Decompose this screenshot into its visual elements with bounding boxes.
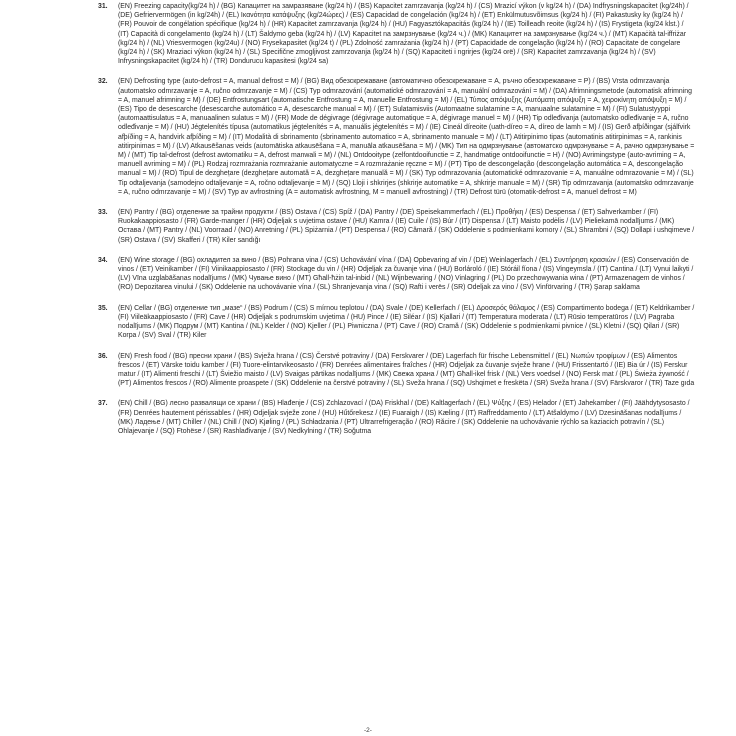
entry-35	[98, 304, 696, 341]
entry-text: (EN) Fresh food / (BG) пресни храни / (BS) Svježa hrana / (CS) Čerstvé potraviny / (DA) Ferskvarer / (DE) Lagerfach für frische Lebensmittel / (EL) Νωπών τροφίμων / (ES) Alimentos frescos / (ET) Värske toidu kamber / (FI) Tuore-elintarvikeosasto / (FR) Denrées alimentaires fraîches / (HR) Odjeljak za čuvanje svježe hrane / (HU) Frissentartó / (IE) Bia úr / (IS) Ferskur matur / (IT) Alimenti freschi / (LT) Šviežio maisto / (LV) Svaigas pārtikas nodalījums / (MK) Свежа храна / (MT) Għall-ikel frisk / (NL) Vers voedsel / (NO) Fersk mat / (PL) Świeża żywność / (PT) Alimentos frescos / (RO) Alimente proaspete / (SK) Oddelenie na čerstvé potraviny / (SL) Sveža hrana / (SQ) Ushqimet e freskëta / (SR) Sveža hrana / (SV) Färskvaror / (TR) Taze gıda	[118, 352, 695, 388]
entry-36	[98, 352, 696, 389]
entry-number: 34.	[98, 256, 108, 264]
entry-text: (EN) Cellar / (BG) отделение тип „мазе“ / (BS) Podrum / (CS) S mírnou teplotou / (DA) Svale / (DE) Kellerfach / (EL) Δροσερός θάλαμος / (ES) Compartimento bodega / (ET) Keldrikamber / (FI) Viileäkaappiosasto / (FR) Cave / (HR) Odjeljak s podrumskim uvjetima / (HU) Pince / (IE) Siléar / (IS) Kjallari / (IT) Temperatura moderata / (LT) Rūsio temperatūros / (LV) Pagraba nodalījums / (MK) Подрум / (MT) Kantina / (NL) Kelder / (NO) Kjeller / (PL) Piwniczna / (PT) Cave / (RO) Cramă / (SK) Oddelenie s podmienkami pivnice / (SL) Kletni / (SQ) Qilari / (SR) Korpa / (SV) Sval / (TR) Kiler	[118, 304, 695, 340]
entry-34	[98, 256, 696, 293]
entry-31	[98, 2, 696, 66]
entry-32	[98, 77, 696, 197]
entry-number: 31.	[98, 3, 108, 10]
entry-text: (EN) Wine storage / (BG) охладител за вино / (BS) Pohrana vina / (CS) Uchovávání vína / (DA) Opbevaring af vin / (DE) Weinlagerfach / (EL) Συντήρηση κρασιών / (ES) Conservación de vinos / (ET) Veinikamber / (FI) Viinikaappiosasto / (FR) Stockage du vin / (HR) Odjeljak za čuvanje vina / (HU) Borlároló / (IE) Stóráil fíona / (IS) Vingeymsla / (IT) Cantina / (LT) Vynui laikyti / (LV) Vīna uzglabāšanas nodalījums / (MK) Чување вино / (MT) Għall-ħżin tal-inbid / (NL) Wijnbewaring / (NO) Vinlagring / (PL) Do przechowywania wina / (PT) Armazenagem de vinhos / (RO) Depozitarea vinului / (SK) Oddelenie na uchovávanie vína / (SL) Shranjevanja vina / (SQ) Rafti i verës / (SR) Odeljak za vino / (SV) Vinförvaring / (TR) Şarap saklama	[118, 256, 694, 292]
entry-number: 32.	[98, 78, 108, 86]
entry-37	[98, 399, 696, 436]
entry-text: (EN) Pantry / (BG) отделение за трайни продукти / (BS) Ostava / (CS) Spíž / (DA) Pantry / (DE) Speisekammerfach / (EL) Προθήκη / (ES) Despensa / (ET) Sahverkamber / (FI) Ruokakaappiosasto / (FR) Garde-manger / (HR) Odjeljak s uvjetima ostave / (HU) Kamra / (IE) Cuile / (IS) Búr / (IT) Dispensa / (LT) Maisto podėlis / (LV) Pieliekamā nodalījums / (MK) Оставa / (MT) Pantry / (NL) Voorraad / (NO) Anretning / (PL) Spiżarnia / (PT) Despensa / (RO) Cămară / (SK) Oddelenie s podmienkami komory / (SL) Shrambni / (SQ) Dollapi i ushqimeve / (SR) Ostava / (SV) Skafferi / (TR) Kiler sandığı	[118, 209, 695, 244]
page-number: -2-	[364, 727, 372, 734]
entry-text: (EN) Freezing capacity(kg/24 h) / (BG) Капацитет на замразяване (kg/24 h) / (BS) Kapacitet zamrzavanja (kg/24 h) / (CS) Mrazicí výkon (v kg/24 h) / (DA) Indfrysningskapacitet (kg/24h) / (DE) Gefriervermögen (in kg/24h) / (EL) Ικανότητα κατάψυξης (kg/24ώρες) / (ES) Capacidad de congelación (kg/24 h) / (ET) Enkülmutusvõimsus (kg/24 h) / (FI) Pakastusky ky (kg/24 h) / (FR) Pouvoir de congélation spécifique (kg/24 h) / (HR) Kapacitet zamrzavanja (kg/24 h) / (HU) Fagyasztókapacitás (kg/24 h) / (IE) Toilleadh reoite (kg/24 h) / (IS) Frystigeta (kg/24 klst.) / (IT) Capacità di congelamento (kg/24 h) / (LT) Šaldymo geba (kg/24 h) / (LV) Kapacitet na замрзнување (kg/24 ч.) / (MK) Капацитет на замрзнување (kg/24 ч.) / (MT) Kapaċità tal-iffriżar (kg/24 h) / (NL) Vriesvermogen (kg/24u) / (NO) Frysekapasitet (kg/24 t) / (PL) Zdolność zamrażania (kg/24 h) / (PT) Capacidade de congelação (kg/24 h) / (RO) Capacitate de congelare (kg/24 h) / (SK) Mraziaci výkon (kg/24 h) / (SL) Specifične zmogljivost zamrzovanja (kg/24 h) / (SQ) Kapaciteti i ngrirjes (kg/24 orë) / (SR) Kapacitet zamrzavanja (kg/24 h) / (SV) Infrysningskapacitet (kg/24 h) / (TR) Dondurucu kapasitesi (kg/24 sa)	[118, 3, 689, 66]
entry-text: (EN) Chill / (BG) лесно развалящи се храни / (BS) Hlađenje / (CS) Zchlazovací / (DA) Friskhal / (DE) Kaltlagerfach / (EL) Ψύξης / (ES) Helador / (ET) Jahekamber / (FI) Jäähdytysosasto / (FR) Denrées hautement périssables / (HR) Odjeljak svježe zone / (HU) Hűtőrekesz / (IE) Fuaraigh / (IS) Kæling / (IT) Raffreddamento / (LT) Atšaldymo / (LV) Dzesināšanas nodalījums / (MK) Ладење / (MT) Chiller / (NL) Chill / (NO) Kjøling / (PL) Schładzania / (PT) Ultrarrefrigeração / (RO) Răcire / (SK) Oddelenie na uchovávanie rýchlo sa kaziacich potravín / (SL) Ohlajevanje / (SQ) Ftohëse / (SR) Rashlađivanje / (SV) Nedkylning / (TR) Soğutma	[118, 400, 690, 435]
entry-number: 35.	[98, 304, 108, 312]
entry-number: 33.	[98, 209, 108, 217]
entry-number: 37.	[98, 400, 108, 408]
entry-number: 36.	[98, 352, 108, 360]
entry-text: (EN) Defrosting type (auto-defrost = A, manual defrost = M) / (BG) Вид обезскрежаване (автоматично обезскрежаване = A, ръчно обезскрежаване = P) / (BS) Vrsta odmrzavanja (automatsko odmrzavanje = A, ručno odmrzavanje = M) / (CS) Typ odmrazování (automatické odmrazování = A, manuální odmrazování = M) / (DA) Afrimningsmetode (automatisk afrimning = A, manuel afrimning = M) / (DE) Entfrostungsart (automatische Entfrostung = A, manuelle Entfrostung = M) / (EL) Τύπος απόψυξης (Αυτόματη απόψυξη = A, χειροκίνητη απόψυξη = M) / (ES) Tipo de desescarche (desescarche automático = A, desescarche manual = M) / (ET) Sulatamisviis (Automaatne sulatamine = A, manuaalne sulatamine = M) / (FI) Sulatustyyppi (automaattisulatus = A, manuaalinen sulatus = M) / (FR) Mode de dégivrage (dégivrage automatique = A, dégivrage manuel = M) / (HR) Tip odleđivanja (automatsko odleđivanje = A, ručno odleđivanje = M) / (HU) Jégtelenítés típusa (automatikus jégtelenítés = A, manuális jégtelenítés = M) / (IE) Cineál díreoite (uath-díreo = A, díreo de lamh = M) / (IS) Gerð afþíðingar (sjálfvirk afþíðing = A, handvirk afþíðing = M) / (IT) Modalità di sbrinamento (sbrinamento automatico = A, sbrinamento manuale = M) / (LT) Atitirpinimo tipas (automatinis atitirpinimas = A, rankinis atitirpinimas = M) / (LV) Atkausēšanas veids (automātiska atkausēšana = A, manuāla atkausēšana = M) / (MK) Тип на одмрзнување (автоматско одмрзнување = A, рачно одмрзнување = M) / (MT) Tip tal-defrost (defrost awtomatiku = A, defrost manwali = M) / (NL) Ontdooitype (zelfontdooifunctie = Z, handmatige ontdooifunctie = H) / (NO) Avrimingstype (auto-avriming = A, manuell avriming = M) / (PL) Rodzaj rozmrażania rozmrażanie automatyczne = A rozmrażanie ręczne = M) / (PT) Tipo de descongelação (descongelação automática = A, descongelação manual = M) / (RO) Tipul de dezghețare (dezghețare automată = A, dezghețare manuală = M) / (SK) Typ odmrazovania (automatické odmrazovanie = A, manuálne odmrazovanie = M) / (SL) Tip odtaljevanja (samodejno odtaljevanje = A, ročno odtaljevanje = M) / (SQ) Lloji i shkrirjes (shkrirje automatike = A, shkrirje manuale = M) / (SR) Tip odmrzavanja (automatsko odmrzavanje = A, ručno odmrzavanje = M) / (SV) Typ av avfrostning (A = automatisk avfrostning, M = manuell avfrostning) / (TR) Defrost türü (otomatik-defrost = A, manuel defrost = M)	[118, 78, 695, 196]
entry-33	[98, 208, 696, 245]
